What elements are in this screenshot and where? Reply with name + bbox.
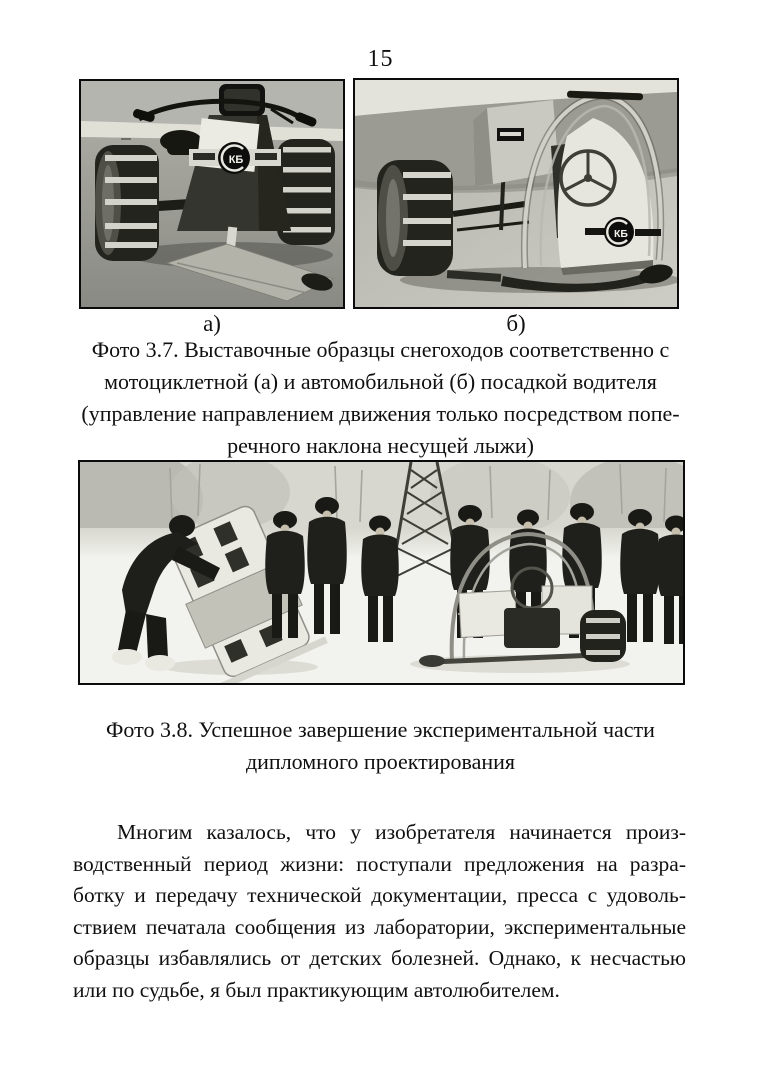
caption-line: мотоциклетной (а) и автомобильной (б) посадкой водителя [104, 369, 657, 394]
page-number: 15 [367, 46, 394, 72]
paragraph-line: водственный период жизни: поступали предложения на разра- [73, 851, 686, 876]
body-paragraph [73, 817, 686, 1007]
photo-3-8-frame [78, 460, 685, 685]
group-winter-photo [80, 462, 683, 683]
photo-b-label: б) [506, 311, 526, 336]
snowmobile-car-photo [355, 80, 677, 307]
paragraph-line: ботку и передачу технической документации, пресса с удоволь- [73, 883, 686, 908]
photo-a-label: а) [203, 311, 221, 336]
caption-line: речного наклона несущей лыжи) [227, 433, 534, 458]
paragraph-line: образцы избавлялись от детских болезней. Однако, к несчастью [73, 946, 686, 971]
svg-text:КБ: КБ [614, 228, 628, 240]
paragraph-line: Многим казалось, что у изобретателя начинается произ- [117, 820, 686, 844]
kb-logo-a [218, 142, 250, 174]
photo-3-7a-frame [79, 79, 345, 309]
paragraph-line: ствием печатала сообщения из лаборатории, экспериментальные [73, 914, 686, 939]
caption-photo-3-8 [57, 714, 704, 778]
caption-line: Фото 3.7. Выставочные образцы снегоходов соответственно с [91, 337, 670, 362]
photo-3-7b-frame [353, 78, 679, 309]
snowmobile-motorcycle-photo [81, 81, 343, 307]
caption-photo-3-7 [57, 334, 704, 462]
caption-line: Фото 3.8. Успешное завершение экспериментальной части [106, 717, 655, 742]
paragraph-line: или по судьбе, я был практикующим автолюбителем. [73, 977, 560, 1002]
caption-line: (управление направлением движения только посредством попе- [81, 401, 680, 426]
caption-line: дипломного проектирования [245, 749, 516, 774]
svg-text:КБ: КБ [228, 154, 244, 166]
